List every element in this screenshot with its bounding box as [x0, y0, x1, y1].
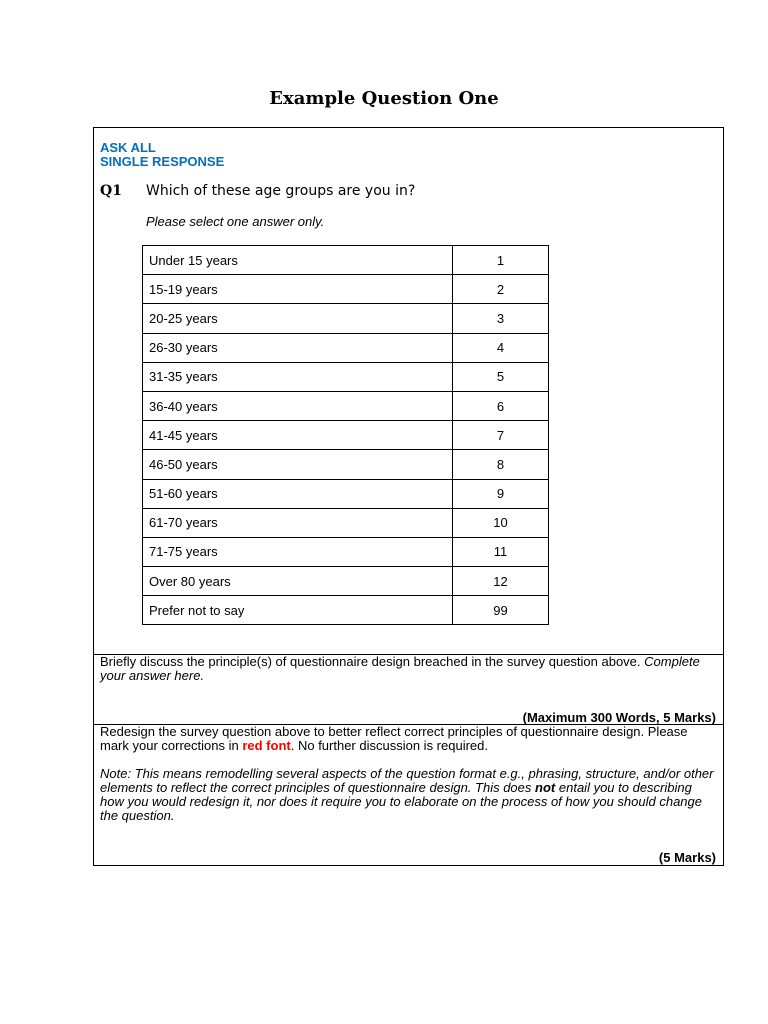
answer-label: 41-45 years [143, 421, 453, 450]
answer-row [143, 333, 549, 362]
task2-box [93, 724, 724, 866]
answer-label: Prefer not to say [143, 596, 453, 625]
task2-prompt-red: red font [242, 738, 291, 753]
answer-table [142, 245, 549, 625]
answer-row [143, 362, 549, 391]
answer-row [143, 567, 549, 596]
instruction-ask-all: ASK ALL [100, 140, 156, 155]
instruction-single-response: SINGLE RESPONSE [100, 154, 225, 169]
answer-code: 99 [453, 596, 549, 625]
answer-row [143, 596, 549, 625]
answer-code: 7 [453, 421, 549, 450]
task1-marks: (Maximum 300 Words, 5 Marks) [522, 710, 716, 725]
answer-code: 12 [453, 567, 549, 596]
answer-row [143, 246, 549, 275]
task1-box [93, 654, 724, 725]
answer-code: 5 [453, 362, 549, 391]
answer-row [143, 508, 549, 537]
answer-row [143, 275, 549, 304]
answer-code: 10 [453, 508, 549, 537]
answer-row [143, 537, 549, 566]
task2-prompt-end: . No further discussion is required. [290, 738, 488, 753]
answer-code: 2 [453, 275, 549, 304]
task2-prompt [100, 725, 717, 753]
answer-row [143, 450, 549, 479]
task1-prompt [100, 655, 717, 683]
task2-marks: (5 Marks) [658, 850, 716, 865]
answer-label: 61-70 years [143, 508, 453, 537]
answer-label: 51-60 years [143, 479, 453, 508]
page-title: Example Question One [269, 88, 499, 109]
answer-code: 11 [453, 537, 549, 566]
task1-prompt-italic: Complete your answer here. [100, 654, 700, 683]
answer-label: 46-50 years [143, 450, 453, 479]
answer-code: 1 [453, 246, 549, 275]
question-instruction: Please select one answer only. [146, 214, 325, 229]
answer-row [143, 479, 549, 508]
answer-code: 8 [453, 450, 549, 479]
answer-label: 71-75 years [143, 537, 453, 566]
task2-note-end: entail you to describing how you would redesign it, nor does it require you to elaborate on the process of how you should change the question. [100, 780, 702, 823]
question-number: Q1 [100, 183, 122, 199]
task2-note [100, 767, 717, 823]
answer-code: 4 [453, 333, 549, 362]
answer-label: 31-35 years [143, 362, 453, 391]
task1-prompt-text: Briefly discuss the principle(s) of questionnaire design breached in the survey question above. [100, 654, 641, 669]
question-box [93, 127, 724, 655]
answer-label: 36-40 years [143, 391, 453, 420]
answer-label: Under 15 years [143, 246, 453, 275]
task2-note-start: Note: This means remodelling several aspects of the question format e.g., phrasing, structure, and/or other elements to reflect the correct principles of questionnaire design. This does [100, 766, 714, 795]
answer-label: Over 80 years [143, 567, 453, 596]
question-text: Which of these age groups are you in? [146, 183, 416, 199]
answer-code: 6 [453, 391, 549, 420]
answer-row [143, 304, 549, 333]
task2-prompt-start: Redesign the survey question above to better reflect correct principles of questionnaire design. Please mark your corrections in [100, 724, 688, 753]
answer-row [143, 421, 549, 450]
answer-label: 20-25 years [143, 304, 453, 333]
task2-note-bold: not [535, 780, 556, 795]
answer-code: 3 [453, 304, 549, 333]
answer-row [143, 391, 549, 420]
answer-label: 26-30 years [143, 333, 453, 362]
answer-code: 9 [453, 479, 549, 508]
answer-label: 15-19 years [143, 275, 453, 304]
